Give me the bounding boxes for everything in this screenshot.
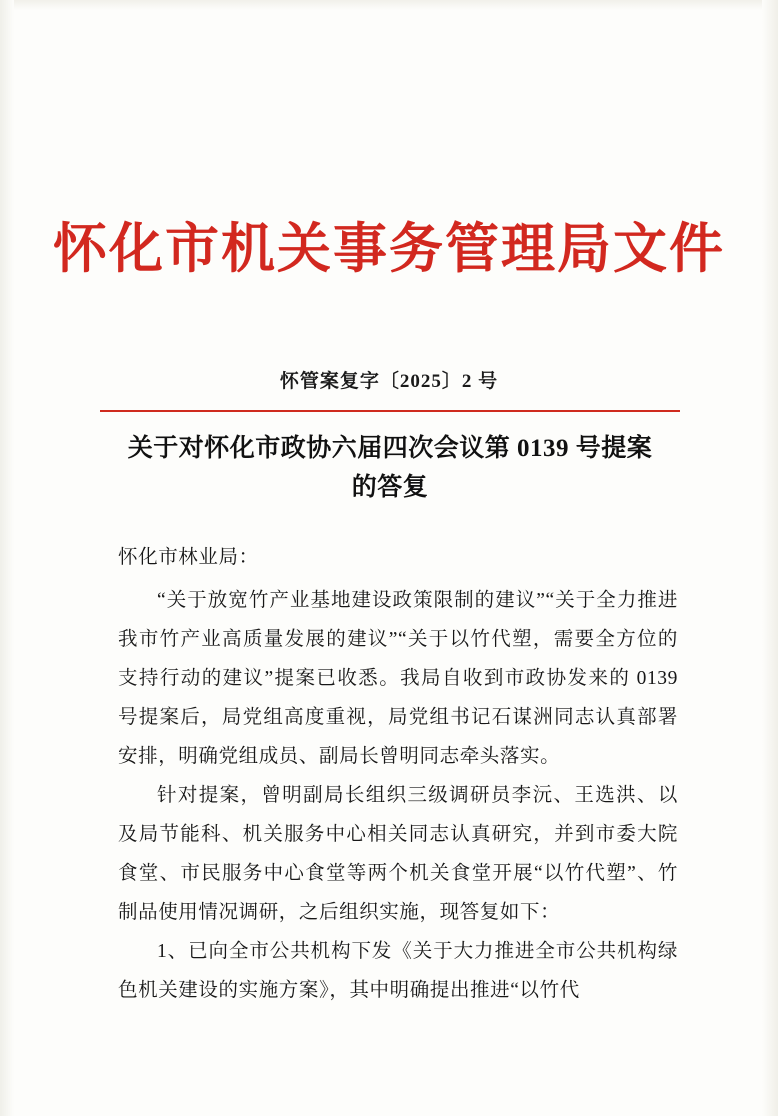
body-paragraph-1: “关于放宽竹产业基地建设政策限制的建议”“关于全力推进我市竹产业高质量发展的建议”“关于以竹代塑，需要全方位的支持行动的建议”提案已收悉。我局自收到市政协发来的 0139 号提案后，局党组高度重视，局党组书记石谋洲同志认真部署安排，明确党组成员、副局长曾明同志牵头落实。 <box>118 590 678 767</box>
red-separator-rule <box>100 410 680 412</box>
subject-line-2: 的答复 <box>351 473 429 501</box>
body-paragraph-2: 针对提案，曾明副局长组织三级调研员李沅、王选洪、以及局节能科、机关服务中心相关同志认真研究，并到市委大院食堂、市民服务中心食堂等两个机关食堂开展“以竹代塑”、竹制品使用情况调研，之后组织实施，现答复如下： <box>118 785 678 923</box>
document-header-title: 怀化市机关事务管理局文件 <box>53 219 725 279</box>
document-subject <box>110 430 670 508</box>
document-number: 怀管案复字〔2025〕2 号 <box>279 371 499 392</box>
document-body <box>118 538 678 1010</box>
body-paragraph-3: 1、已向全市公共机构下发《关于大力推进全市公共机构绿色机关建设的实施方案》，其中明确提出推进“以竹代 <box>118 941 678 1001</box>
addressee-line: 怀化市林业局： <box>118 547 259 568</box>
subject-line-1: 关于对怀化市政协六届四次会议第 0139 号提案 <box>127 435 653 462</box>
